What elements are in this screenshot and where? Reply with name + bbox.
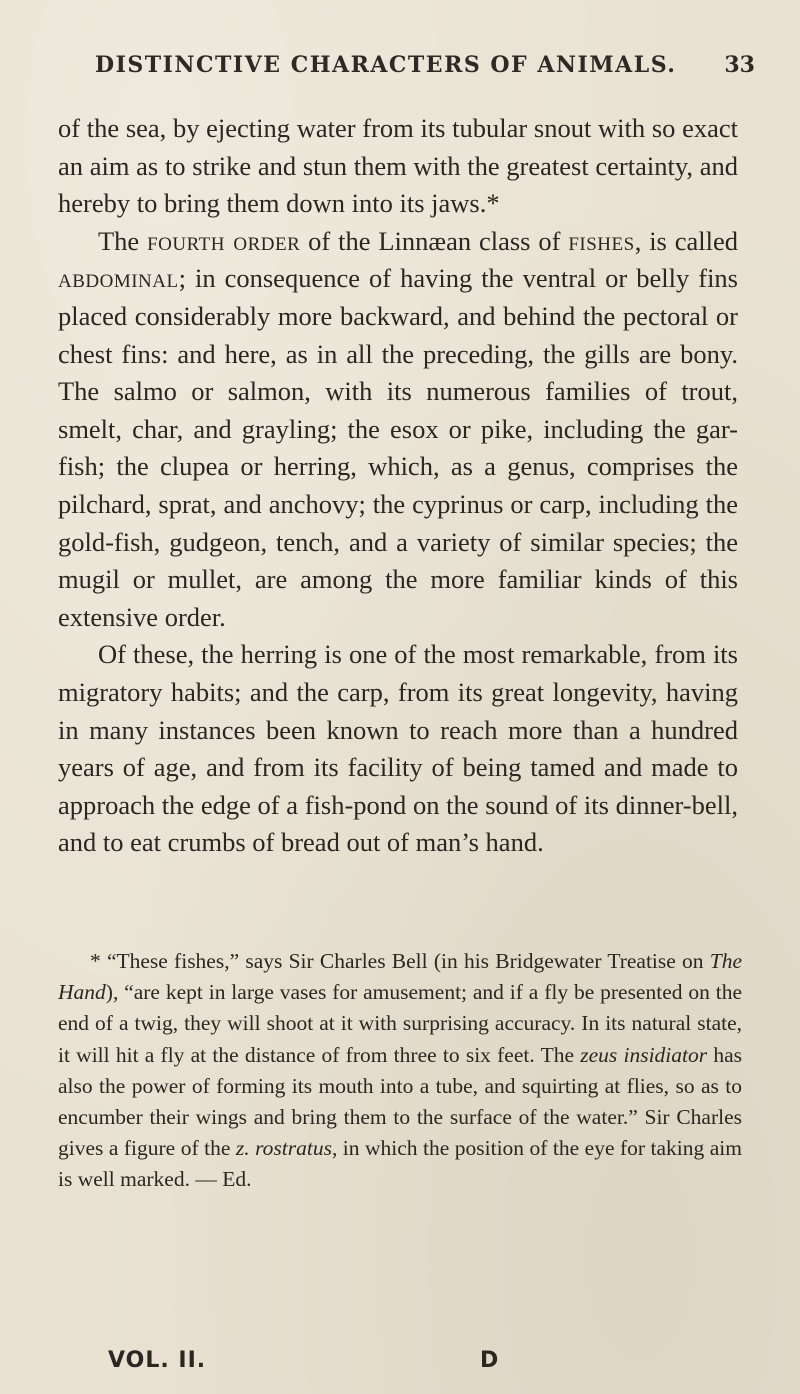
footnote-rest: , in which the position of the eye for taking aim is well marked. — Ed. <box>58 1136 742 1192</box>
p2-mid1: of the Linnæan class of <box>300 225 569 256</box>
volume-mark: VOL. II. <box>108 1348 207 1373</box>
paragraph-continued: of the sea, by ejecting water from its tubular snout with so exact an aim as to strike and stun them with the greatest certainty, and hereby to bring them down into its jaws.* <box>58 113 738 219</box>
footnote-italic-the-hand: The Hand <box>58 949 742 1005</box>
footnote-italic-z-rostratus: z. rostratus <box>235 1136 332 1161</box>
p2-smallcaps-abdominal: abdominal <box>58 263 179 294</box>
p2-mid2: , is called <box>634 225 739 256</box>
paragraph-herring-carp: Of these, the herring is one of the most remarkable, from its migratory habits; and the carp, from its great longevity, having in many instances been known to reach more than a hundred years of age, and from its facility of being tamed and made to approach the edge of a fish-pond on the sound of its dinner-bell, and to eat crumbs of bread out of man’s hand. <box>58 639 738 858</box>
running-head <box>95 52 755 92</box>
footnote-lead: * “These fishes,” says Sir Charles Bell (in his Bridgewater Treatise on <box>90 949 710 973</box>
p2-smallcaps-fishes: fishes <box>568 225 635 256</box>
footnote-paragraph <box>58 946 742 1196</box>
paragraph-abdominal-order <box>58 223 738 637</box>
running-title: DISTINCTIVE CHARACTERS OF ANIMALS. <box>95 52 677 78</box>
page-number: 33 <box>724 52 755 78</box>
page-footer <box>108 1348 648 1382</box>
footnote <box>58 946 742 1196</box>
footnote-mid2: has also the power of forming its mouth into a tube, and squirting at flies, so as to encumber their wings and bring them to the surface of the water.” Sir Charles gives a figure of the <box>58 1042 743 1161</box>
signature-mark: D <box>480 1348 499 1373</box>
body-text <box>58 110 738 862</box>
footnote-italic-zeus-insidiator: zeus insidiator <box>580 1042 708 1067</box>
p2-lead: The <box>98 225 148 256</box>
p2-rest: ; in consequence of having the ventral or belly fins placed considerably more backward, and behind the pectoral or chest fins: and here, as in all the preceding, the gills are bony. The salmo or salmon, with its numerous families of trout, smelt, char, and grayling; the esox or pike, including the gar-fish; the clupea or herring, which, as a genus, comprises the pilchard, sprat, and anchovy; the cyprinus or carp, including the gold-fish, gudgeon, tench, and a variety of similar species; the mugil or mullet, are among the more familiar kinds of this extensive order. <box>58 263 738 632</box>
footnote-mid1: ), “are kept in large vases for amusement; and if a fly be presented on the end of a twig, they will shoot at it with surprising accuracy. In its natural state, it will hit a fly at the distance of from three to six feet. The <box>58 980 742 1067</box>
p2-smallcaps-fourth-order: fourth order <box>147 225 301 256</box>
